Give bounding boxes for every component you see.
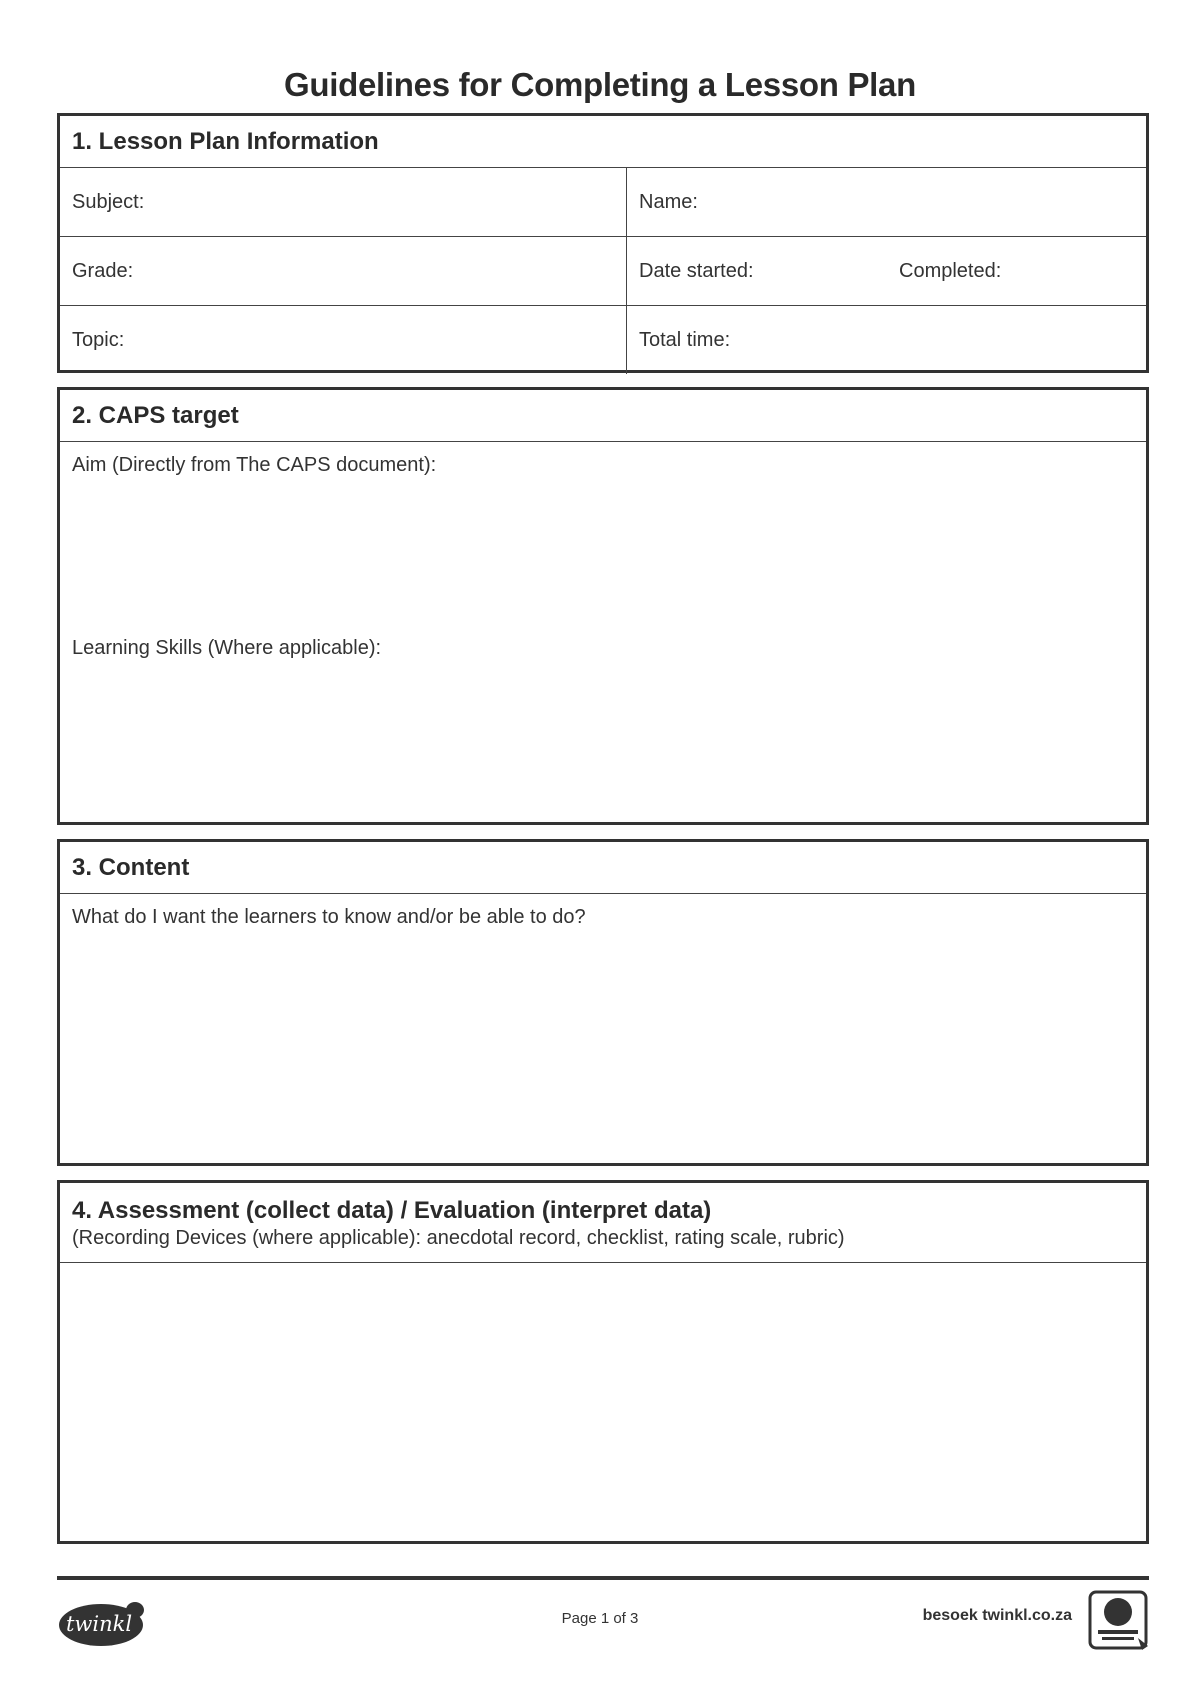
topic-label: Topic:	[72, 328, 125, 351]
aim-label: Aim (Directly from The CAPS document):	[72, 454, 437, 476]
assessment-heading: 4. Assessment (collect data) / Evaluation (interpret data)	[72, 1197, 712, 1224]
logo-text: twinkl	[65, 1612, 133, 1636]
name-field[interactable]	[627, 168, 1146, 236]
total-time-field[interactable]	[627, 306, 1146, 374]
topic-field[interactable]	[60, 306, 627, 374]
assessment-body[interactable]	[60, 1263, 1146, 1540]
date-field[interactable]	[627, 237, 1146, 305]
section-heading	[60, 1183, 1146, 1263]
quality-badge-icon	[1088, 1590, 1150, 1652]
content-question: What do I want the learners to know and/or be able to do?	[72, 906, 586, 928]
grade-label: Grade:	[72, 259, 134, 282]
page-number: Page 1 of 3	[561, 1610, 639, 1627]
learning-skills-label: Learning Skills (Where applicable):	[72, 637, 382, 659]
site-link[interactable]: besoek twinkl.co.za	[922, 1607, 1072, 1624]
section-heading: 2. CAPS target	[60, 390, 1146, 442]
caps-target-section	[57, 387, 1149, 825]
assessment-subheading: (Recording Devices (where applicable): anecdotal record, checklist, rating scale, rubric)	[72, 1227, 845, 1249]
content-section	[57, 839, 1149, 1166]
footer-divider	[57, 1576, 1149, 1580]
section-heading: 3. Content	[60, 842, 1146, 894]
caps-target-body[interactable]	[60, 442, 1146, 822]
completed-label: Completed:	[899, 259, 1002, 282]
name-label: Name:	[639, 190, 698, 213]
lesson-info-section	[57, 113, 1149, 373]
content-body[interactable]	[60, 894, 1146, 1162]
subject-label: Subject:	[72, 190, 145, 213]
subject-field[interactable]	[60, 168, 627, 236]
date-started-label: Date started:	[639, 259, 754, 282]
total-time-label: Total time:	[639, 328, 731, 351]
page-title: Guidelines for Completing a Lesson Plan	[284, 66, 916, 103]
section-heading: 1. Lesson Plan Information	[60, 116, 1146, 168]
grade-field[interactable]	[60, 237, 627, 305]
assessment-section	[57, 1180, 1149, 1544]
